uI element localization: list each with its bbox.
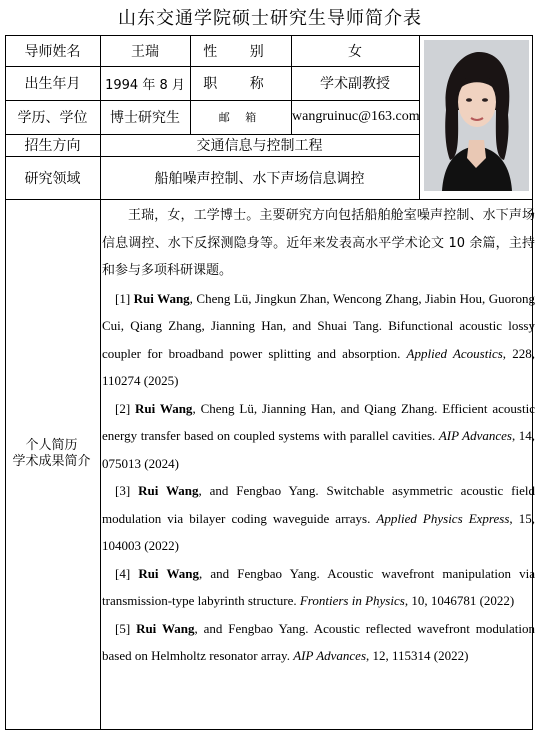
pub-number: [5] [115, 620, 131, 636]
pub-number: [2] [115, 400, 131, 416]
bio-label [6, 438, 97, 470]
page-title: 山东交通学院硕士研究生导师简介表 [118, 8, 422, 29]
name-value: 王瑞 [131, 43, 159, 60]
publication-item [102, 285, 535, 395]
bio-intro: 王瑞，女，工学博士。主要研究方向包括船舶舱室噪声控制、水下声场信息调控、水下反探测隐身等。近年来发表高水平学术论文 10 余篇，主持和参与多项科研课题。 [102, 208, 535, 278]
job-title-label: 职 称 [203, 76, 278, 92]
pub-text: , Cheng Lü, Jianning Han, and Qiang Zhang. Efficient acoustic energy transfer based on coupled systems with parallel cavities. [102, 400, 535, 443]
pub-tail: , 12, 115314 (2022) [366, 648, 469, 663]
bio-label-line1: 个人简历 [25, 438, 78, 453]
email-label: 邮 箱 [218, 111, 263, 124]
pub-author: Rui Wang [135, 400, 193, 416]
pub-author: Rui Wang [133, 290, 190, 306]
birth-label: 出生年月 [24, 76, 81, 92]
pub-tail: , 228, 110274 (2025) [102, 345, 536, 388]
pub-tail: , 14, 075013 (2024) [102, 428, 536, 471]
pub-journal: Applied Acoustics [406, 345, 503, 361]
bio-content [102, 202, 535, 670]
gender-label: 性 别 [203, 43, 278, 60]
pub-author: Rui Wang [138, 483, 199, 498]
email-value: wangruinuc@163.com [292, 109, 420, 124]
publication-item [102, 477, 535, 560]
pub-text: , and Fengbao Yang. Switchable asymmetric acoustic field modulation via bilayer coding waveguide arrays. [102, 483, 535, 526]
portrait-illustration [424, 40, 529, 191]
recruit-value: 交通信息与控制工程 [196, 138, 323, 154]
gender-value: 女 [348, 43, 362, 60]
publication-item [102, 560, 535, 615]
pub-text: , and Fengbao Yang. Acoustic wavefront manipulation via transmission-type labyrinth structure. [102, 565, 536, 608]
pub-tail: , 10, 1046781 (2022) [404, 593, 515, 608]
row-divider [5, 199, 533, 200]
bio-label-line2: 学术成果简介 [12, 454, 91, 469]
pub-number: [4] [115, 565, 131, 581]
pub-text: , and Fengbao Yang. Acoustic reflected wavefront modulation based on Helmholtz resonator array. [102, 620, 535, 663]
pub-tail: , 15, 104003 (2022) [102, 510, 535, 553]
pub-number: [3] [115, 483, 131, 498]
birth-value: 1994 年 8 月 [105, 77, 185, 93]
pub-journal: AIP Advances [438, 428, 512, 443]
pub-number: [1] [115, 290, 131, 306]
research-label: 研究领域 [24, 170, 81, 187]
degree-label: 学历、学位 [17, 110, 88, 126]
publication-item [102, 615, 535, 670]
research-value: 船舶噪声控制、水下声场信息调控 [154, 170, 365, 187]
pub-journal: Applied Physics Express [376, 510, 510, 526]
name-label: 导师姓名 [24, 43, 81, 60]
pub-author: Rui Wang [138, 565, 199, 581]
recruit-label: 招生方向 [24, 138, 81, 154]
job-title-value: 学术副教授 [320, 76, 390, 92]
pub-journal: Frontiers in Physics [299, 593, 405, 608]
pub-text: , Cheng Lü, Jingkun Zhan, Wencong Zhang, Jiabin Hou, Guorong Cui, Qiang Zhang, Jianning Han, and Shuai Tang. Bifunctional acoustic lossy coupler for broadband power splitting and absorption. [102, 290, 535, 361]
publication-item [102, 395, 535, 478]
degree-value: 博士研究生 [110, 110, 180, 126]
portrait-photo [424, 40, 529, 191]
pub-author: Rui Wang [136, 620, 195, 636]
pub-journal: AIP Advances [293, 648, 367, 663]
